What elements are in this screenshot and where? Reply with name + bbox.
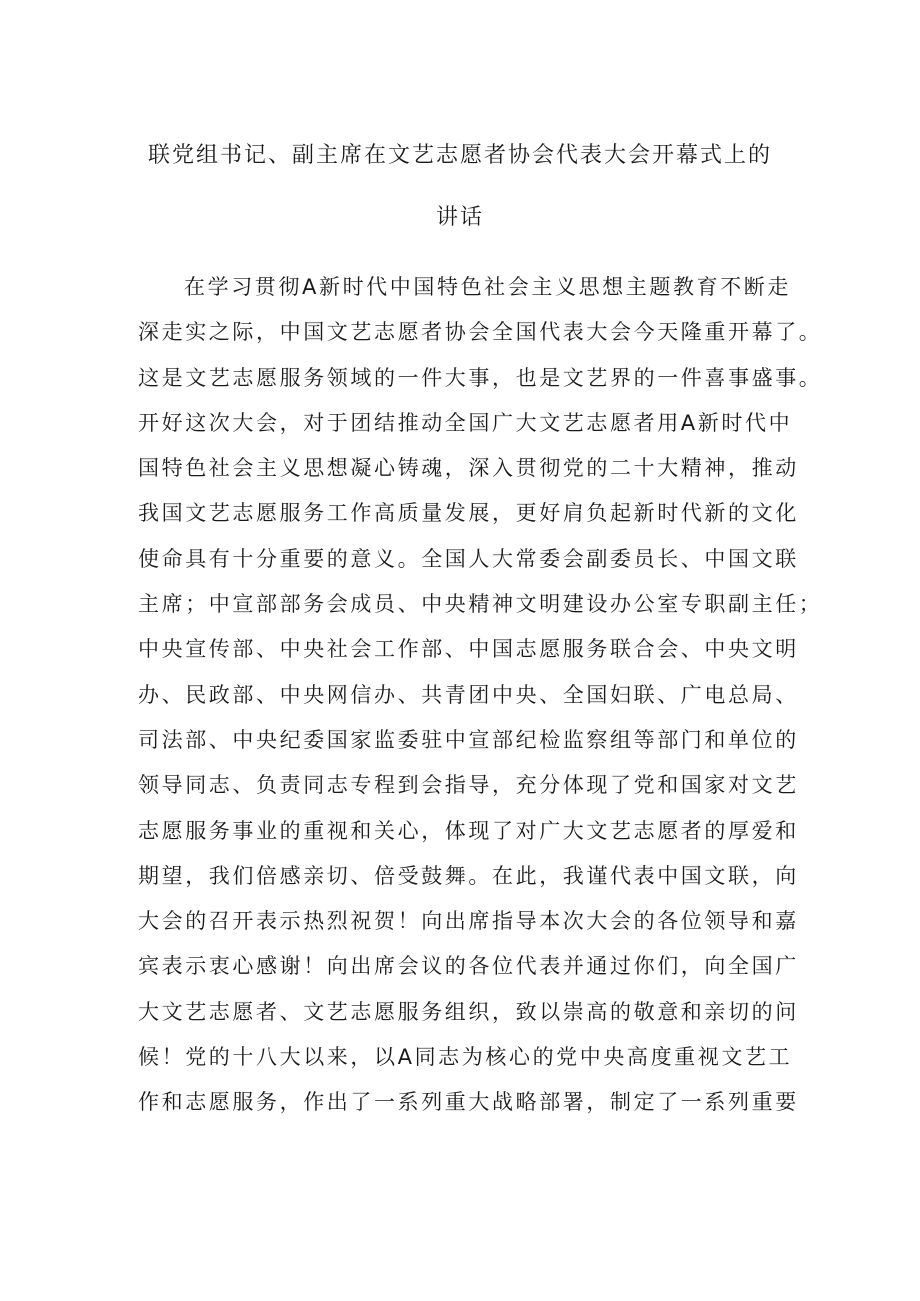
body-line: 中央宣传部、中央社会工作部、中国志愿服务联合会、中央文明 (138, 637, 799, 662)
body-line: 志愿服务事业的重视和关心，体现了对广大文艺志愿者的厚爱和 (138, 818, 799, 843)
body-line: 司法部、中央纪委国家监委驻中宣部纪检监察组等部门和单位的 (138, 727, 799, 752)
body-line: 主席；中宣部部务会成员、中央精神文明建设办公室专职副主任； (138, 592, 823, 617)
body-line: 宾表示衷心感谢！向出席会议的各位代表并通过你们，向全国广 (138, 954, 799, 979)
body-line: 大会的召开表示热烈祝贺！向出席指导本次大会的各位领导和嘉 (138, 909, 799, 934)
body-line: 大文艺志愿者、文艺志愿服务组织，致以崇高的敬意和亲切的问 (138, 999, 799, 1024)
body-line: 使命具有十分重要的意义。全国人大常委会副委员长、中国文联 (138, 546, 799, 571)
body-line: 办、民政部、中央网信办、共青团中央、全国妇联、广电总局、 (138, 682, 799, 707)
document-title-line-2: 讲话 (435, 205, 484, 230)
body-line: 候！党的十八大以来，以A同志为核心的党中央高度重视文艺工 (138, 1045, 793, 1070)
body-line: 我国文艺志愿服务工作高质量发展，更好肩负起新时代新的文化 (138, 501, 799, 526)
body-line: 期望，我们倍感亲切、倍受鼓舞。在此，我谨代表中国文联，向 (138, 863, 799, 888)
body-line: 作和志愿服务，作出了一系列重大战略部署，制定了一系列重要 (138, 1090, 799, 1115)
document-body (138, 265, 823, 1126)
document-title-line-1: 联党组书记、副主席在文艺志愿者协会代表大会开幕式上的 (147, 143, 772, 168)
body-line: 领导同志、负责同志专程到会指导，充分体现了党和国家对文艺 (138, 773, 799, 798)
body-line: 这是文艺志愿服务领域的一件大事，也是文艺界的一件喜事盛事。 (138, 365, 823, 390)
body-line: 在学习贯彻A新时代中国特色社会主义思想主题教育不断走 (184, 275, 791, 299)
body-line: 深走实之际，中国文艺志愿者协会全国代表大会今天隆重开幕了。 (138, 320, 823, 345)
body-line: 开好这次大会，对于团结推动全国广大文艺志愿者用A新时代中 (138, 410, 793, 435)
body-line: 国特色社会主义思想凝心铸魂，深入贯彻党的二十大精神，推动 (138, 456, 799, 481)
